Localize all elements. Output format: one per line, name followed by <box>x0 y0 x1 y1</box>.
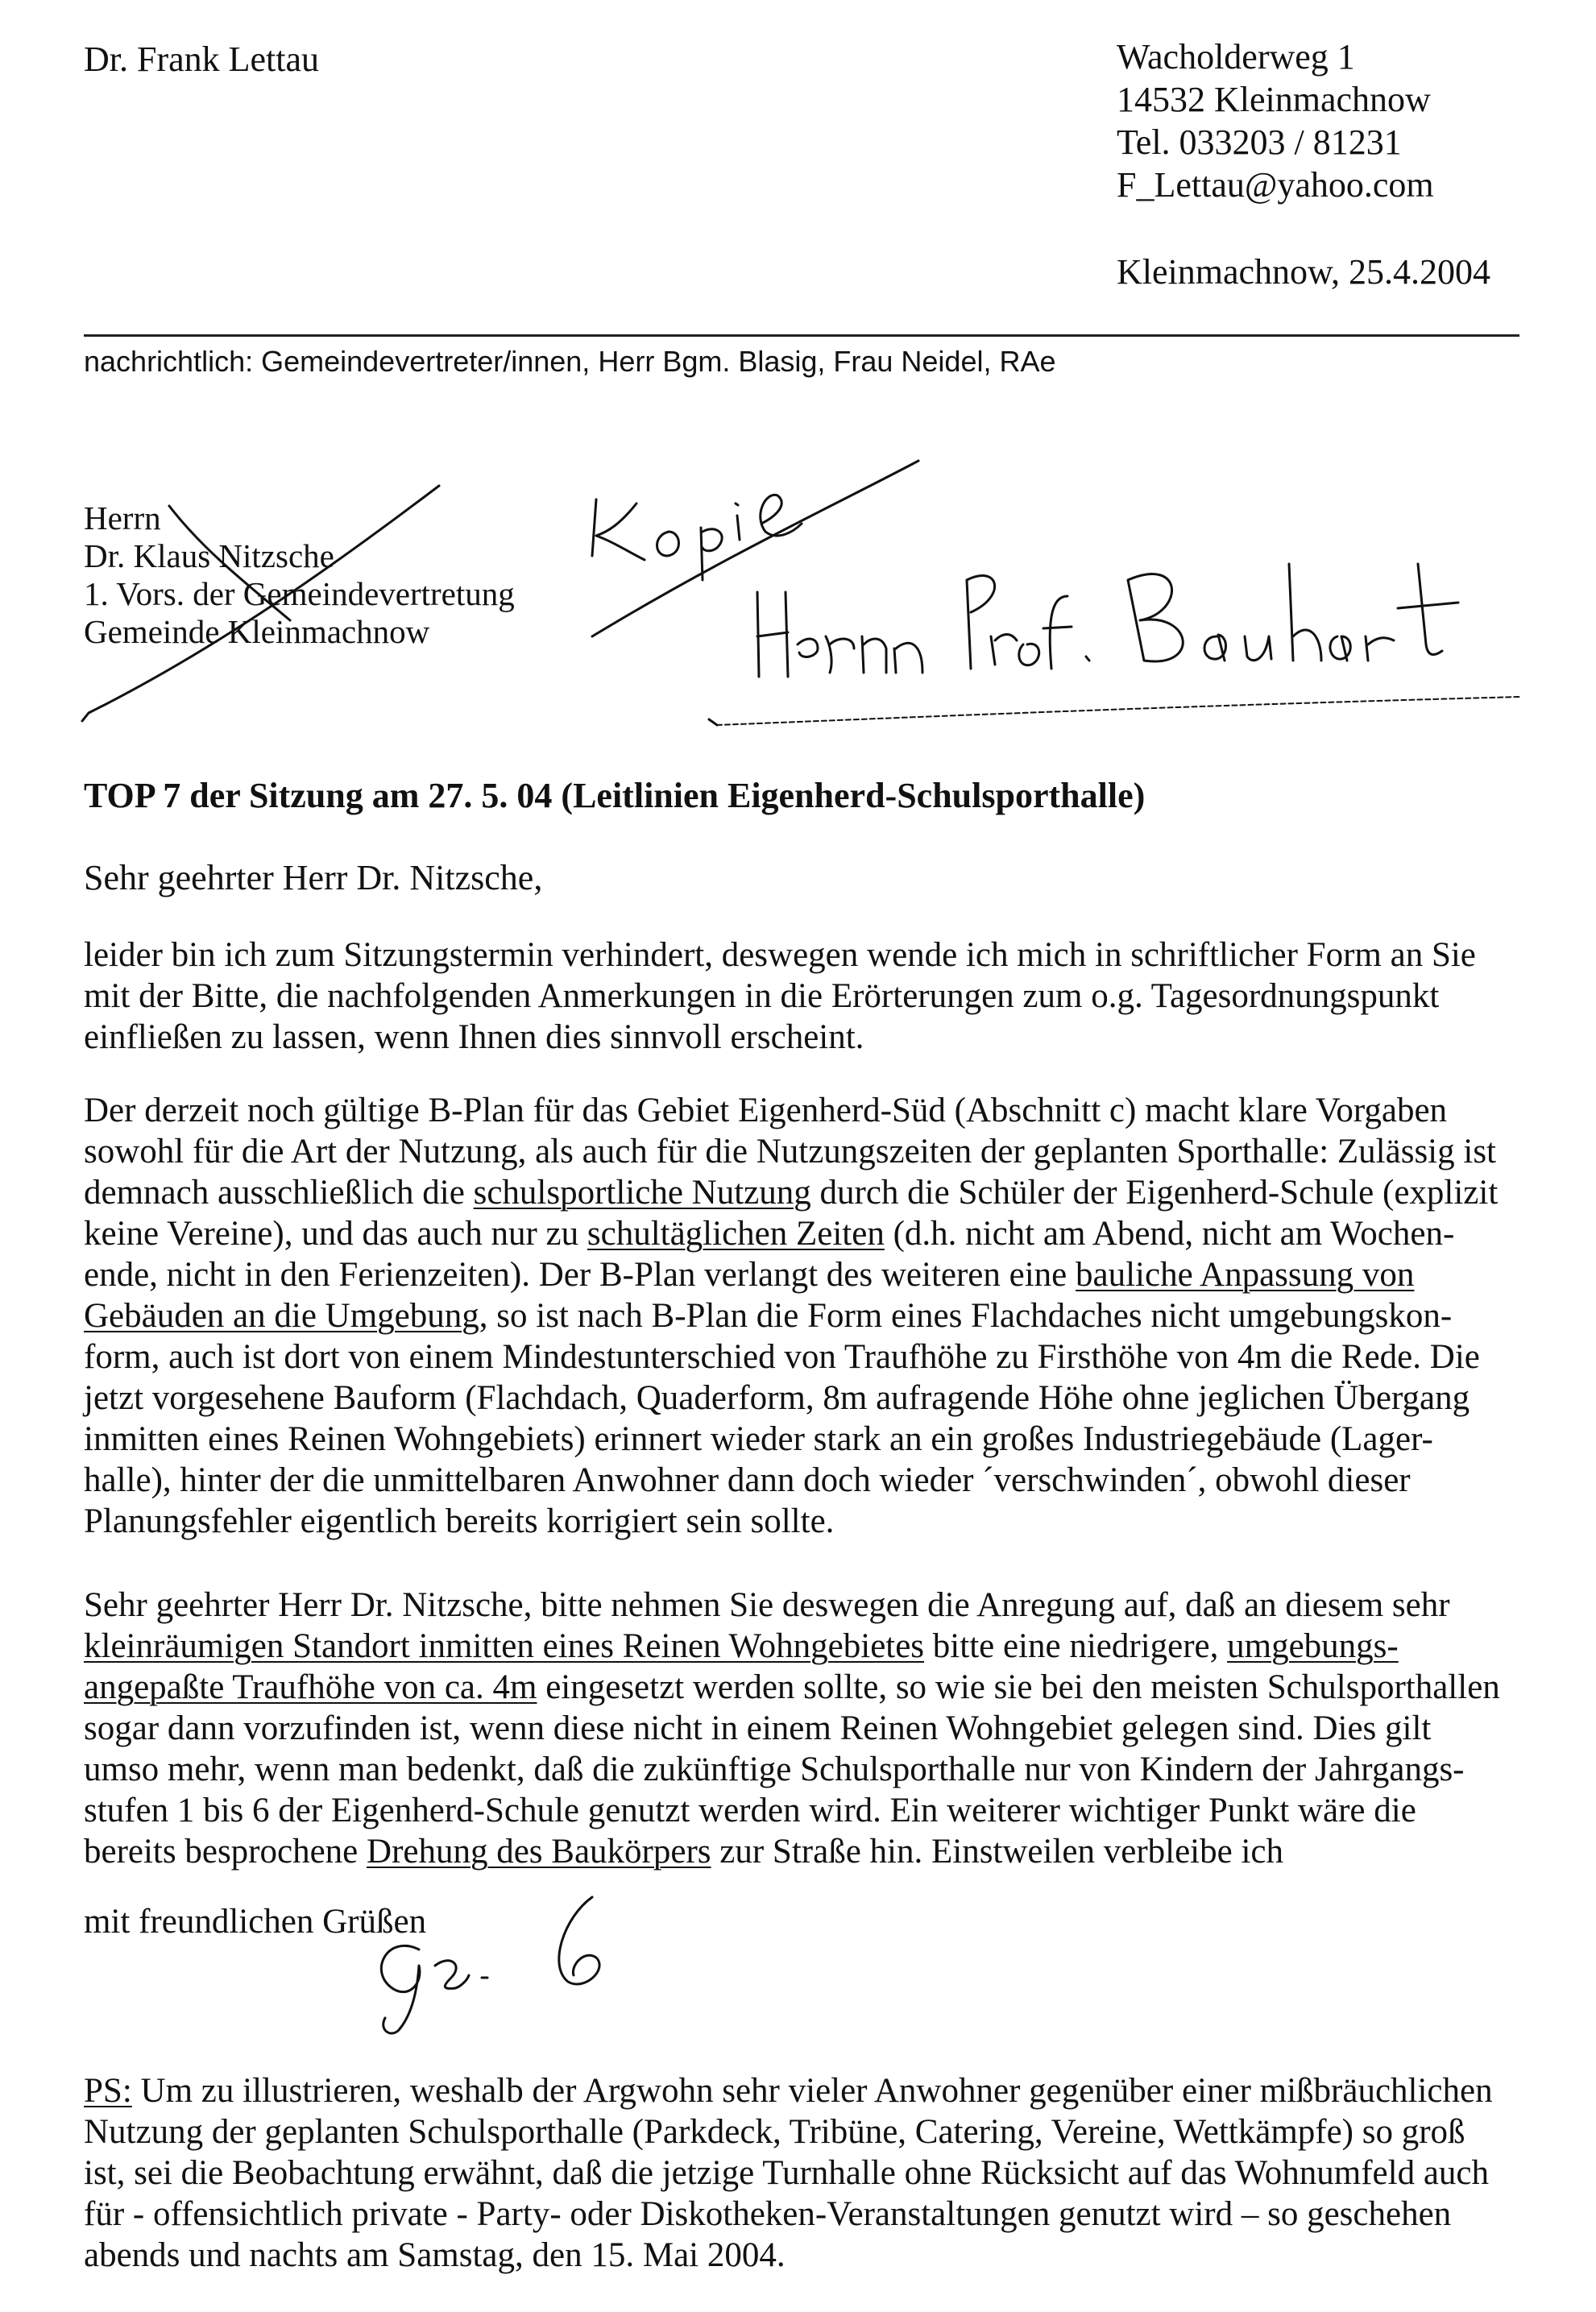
p1-line-2: mit der Bitte, die nachfolgenden Anmerkungen in die Erörterungen zum o.g. Tagesordnungspunkt <box>84 977 1440 1015</box>
ps-line-2: Nutzung der geplanten Schulsporthalle (Parkdeck, Tribüne, Catering, Vereine, Wettkämpfe) so groß <box>84 2113 1465 2151</box>
strike-tail <box>82 713 89 721</box>
recipient-line-1: Herrn <box>84 499 161 537</box>
p2-line-5-text-a: ende, nicht in den Ferienzeiten). Der B-Plan verlangt des weiteren eine <box>84 1256 1076 1294</box>
p3-line-4: sogar dann vorzufinden ist, wenn diese nicht in einem Reinen Wohngebiet gelegen sind. Dies gilt <box>84 1709 1432 1747</box>
place-date: Kleinmachnow, 25.4.2004 <box>1117 252 1490 292</box>
p3-line-3-text-b: eingesetzt werden sollte, so wie sie bei den meisten Schulsporthallen <box>537 1668 1500 1706</box>
p1-line-3: einfließen zu lassen, wenn Ihnen dies sinnvoll erscheint. <box>84 1018 864 1056</box>
p3-line-7-text-b: zur Straße hin. Einstweilen verbleibe ich <box>711 1833 1283 1871</box>
sender-name: Dr. Frank Lettau <box>84 39 320 79</box>
p2-line-3-text-a: demnach ausschließlich die <box>84 1174 474 1212</box>
p2-line-2: sowohl für die Art der Nutzung, als auch für die Nutzungszeiten der geplanten Sporthalle: Zulässig ist <box>84 1133 1497 1171</box>
p3-line-6: stufen 1 bis 6 der Eigenherd-Schule genutzt werden wird. Ein weiterer wichtiger Punkt wäre die <box>84 1792 1416 1829</box>
p2-line-4 <box>84 1213 1534 1254</box>
salutation: Sehr geehrter Herr Dr. Nitzsche, <box>84 858 543 897</box>
sender-city: 14532 Kleinmachnow <box>1117 80 1431 119</box>
recipient-line-2: Dr. Klaus Nitzsche <box>84 537 334 574</box>
p2-line-6-text-b: , so ist nach B-Plan die Form eines Flachdaches nicht umgebungskon- <box>479 1297 1453 1335</box>
paragraph-2 <box>84 1090 1534 1542</box>
ps-line-5: abends und nachts am Samstag, den 15. Mai 2004. <box>84 2236 786 2274</box>
underlined-drehung-baukoerper: Drehung des Baukörpers <box>367 1833 711 1871</box>
cc-line: nachrichtlich: Gemeindevertreter/innen, Herr Bgm. Blasig, Frau Neidel, RAe <box>84 345 1056 378</box>
p3-line-2 <box>84 1626 1534 1667</box>
p2-line-4-text-a: keine Vereine), und das auch nur zu <box>84 1215 587 1253</box>
kopie-dash-line <box>592 461 918 636</box>
p3-line-7 <box>84 1831 1534 1872</box>
handwritten-herrn <box>757 592 922 677</box>
sender-phone: Tel. 033203 / 81231 <box>1117 122 1402 162</box>
underlined-bauliche-anpassung: bauliche Anpassung von <box>1076 1256 1415 1294</box>
p2-line-9: inmitten eines Reinen Wohngebiets) erinnert wieder stark an ein großes Industriegebäude (Lager- <box>84 1420 1433 1458</box>
strike-line-descending <box>169 506 290 620</box>
handwritten-underline <box>717 697 1519 725</box>
paragraph-3 <box>84 1585 1534 1872</box>
underlined-umgebungs: umgebungs- <box>1227 1627 1399 1665</box>
ps-label: PS: <box>84 2072 132 2110</box>
p2-line-7: form, auch ist dort von einem Mindestunterschied von Traufhöhe zu Firsthöhe von 4m die Rede. Die <box>84 1338 1480 1376</box>
sender-email: F_Lettau@yahoo.com <box>1117 165 1434 205</box>
p2-line-6 <box>84 1295 1534 1336</box>
recipient-line-4: Gemeinde Kleinmachnow <box>84 613 430 650</box>
paragraph-1 <box>84 934 1534 1058</box>
p2-line-10: halle), hinter der die unmittelbaren Anwohner dann doch wieder ´verschwinden´, obwohl dieser <box>84 1461 1411 1499</box>
p3-line-2-text-b: bitte eine niedrigere, <box>924 1627 1228 1665</box>
p2-line-5 <box>84 1254 1534 1295</box>
p2-line-8: jetzt vorgesehene Bauform (Flachdach, Quaderform, 8m aufragende Höhe ohne jeglichen Übergang <box>84 1379 1470 1417</box>
underlined-schultaegliche-zeiten: schultäglichen Zeiten <box>587 1215 885 1253</box>
subject-line: TOP 7 der Sitzung am 27. 5. 04 (Leitlinien Eigenherd-Schulsporthalle) <box>84 776 1146 815</box>
p2-line-3 <box>84 1172 1534 1213</box>
p2-line-4-text-b: (d.h. nicht am Abend, nicht am Wochen- <box>884 1215 1455 1253</box>
ps-line-1 <box>84 2070 1493 2111</box>
underlined-traufhoehe: angepaßte Traufhöhe von ca. 4m <box>84 1668 537 1706</box>
underlined-gebaeude-umgebung: Gebäuden an die Umgebung <box>84 1297 479 1335</box>
ps-line-3: ist, sei die Beobachtung erwähnt, daß die jetzige Turnhalle ohne Rücksicht auf das Wohnumfeld auch <box>84 2154 1489 2192</box>
ps-line-1-text: Um zu illustrieren, weshalb der Argwohn sehr vieler Anwohner gegenüber einer mißbräuchlichen <box>131 2072 1493 2110</box>
ps-line-4: für - offensichtlich private - Party- oder Diskotheken-Veranstaltungen genutzt wird – so geschehen <box>84 2195 1452 2233</box>
p3-line-1: Sehr geehrter Herr Dr. Nitzsche, bitte nehmen Sie deswegen die Anregung auf, daß an diesem sehr <box>84 1586 1450 1624</box>
underlined-schulsportliche-nutzung: schulsportliche Nutzung <box>473 1174 811 1212</box>
handwritten-prof <box>967 576 1089 669</box>
p3-line-5: umso mehr, wenn man bedenkt, daß die zukünftige Schulsporthalle nur von Kindern der Jahrgangs- <box>84 1751 1465 1788</box>
p1-line-1: leider bin ich zum Sitzungstermin verhindert, deswegen wende ich mich in schriftlicher Form an Sie <box>84 936 1476 974</box>
p2-line-1: Der derzeit noch gültige B-Plan für das Gebiet Eigenherd-Süd (Abschnitt c) macht klare Vorgaben <box>84 1092 1448 1129</box>
p2-line-11: Planungsfehler eigentlich bereits korrigiert sein sollte. <box>84 1502 835 1540</box>
p3-line-7-text-a: bereits besprochene <box>84 1833 367 1871</box>
postscript <box>84 2070 1493 2276</box>
underline-hook <box>709 719 717 725</box>
p3-line-3 <box>84 1667 1534 1708</box>
closing-greeting: mit freundlichen Grüßen <box>84 1903 427 1941</box>
sender-street: Wacholderweg 1 <box>1117 37 1355 77</box>
underlined-standort: kleinräumigen Standort inmitten eines Reinen Wohngebietes <box>84 1627 925 1665</box>
recipient-line-3: 1. Vors. der Gemeindevertretung <box>84 575 515 612</box>
p2-line-3-text-b: durch die Schüler der Eigenherd-Schule (explizit <box>810 1174 1499 1212</box>
handwritten-bauhart <box>1128 564 1458 661</box>
